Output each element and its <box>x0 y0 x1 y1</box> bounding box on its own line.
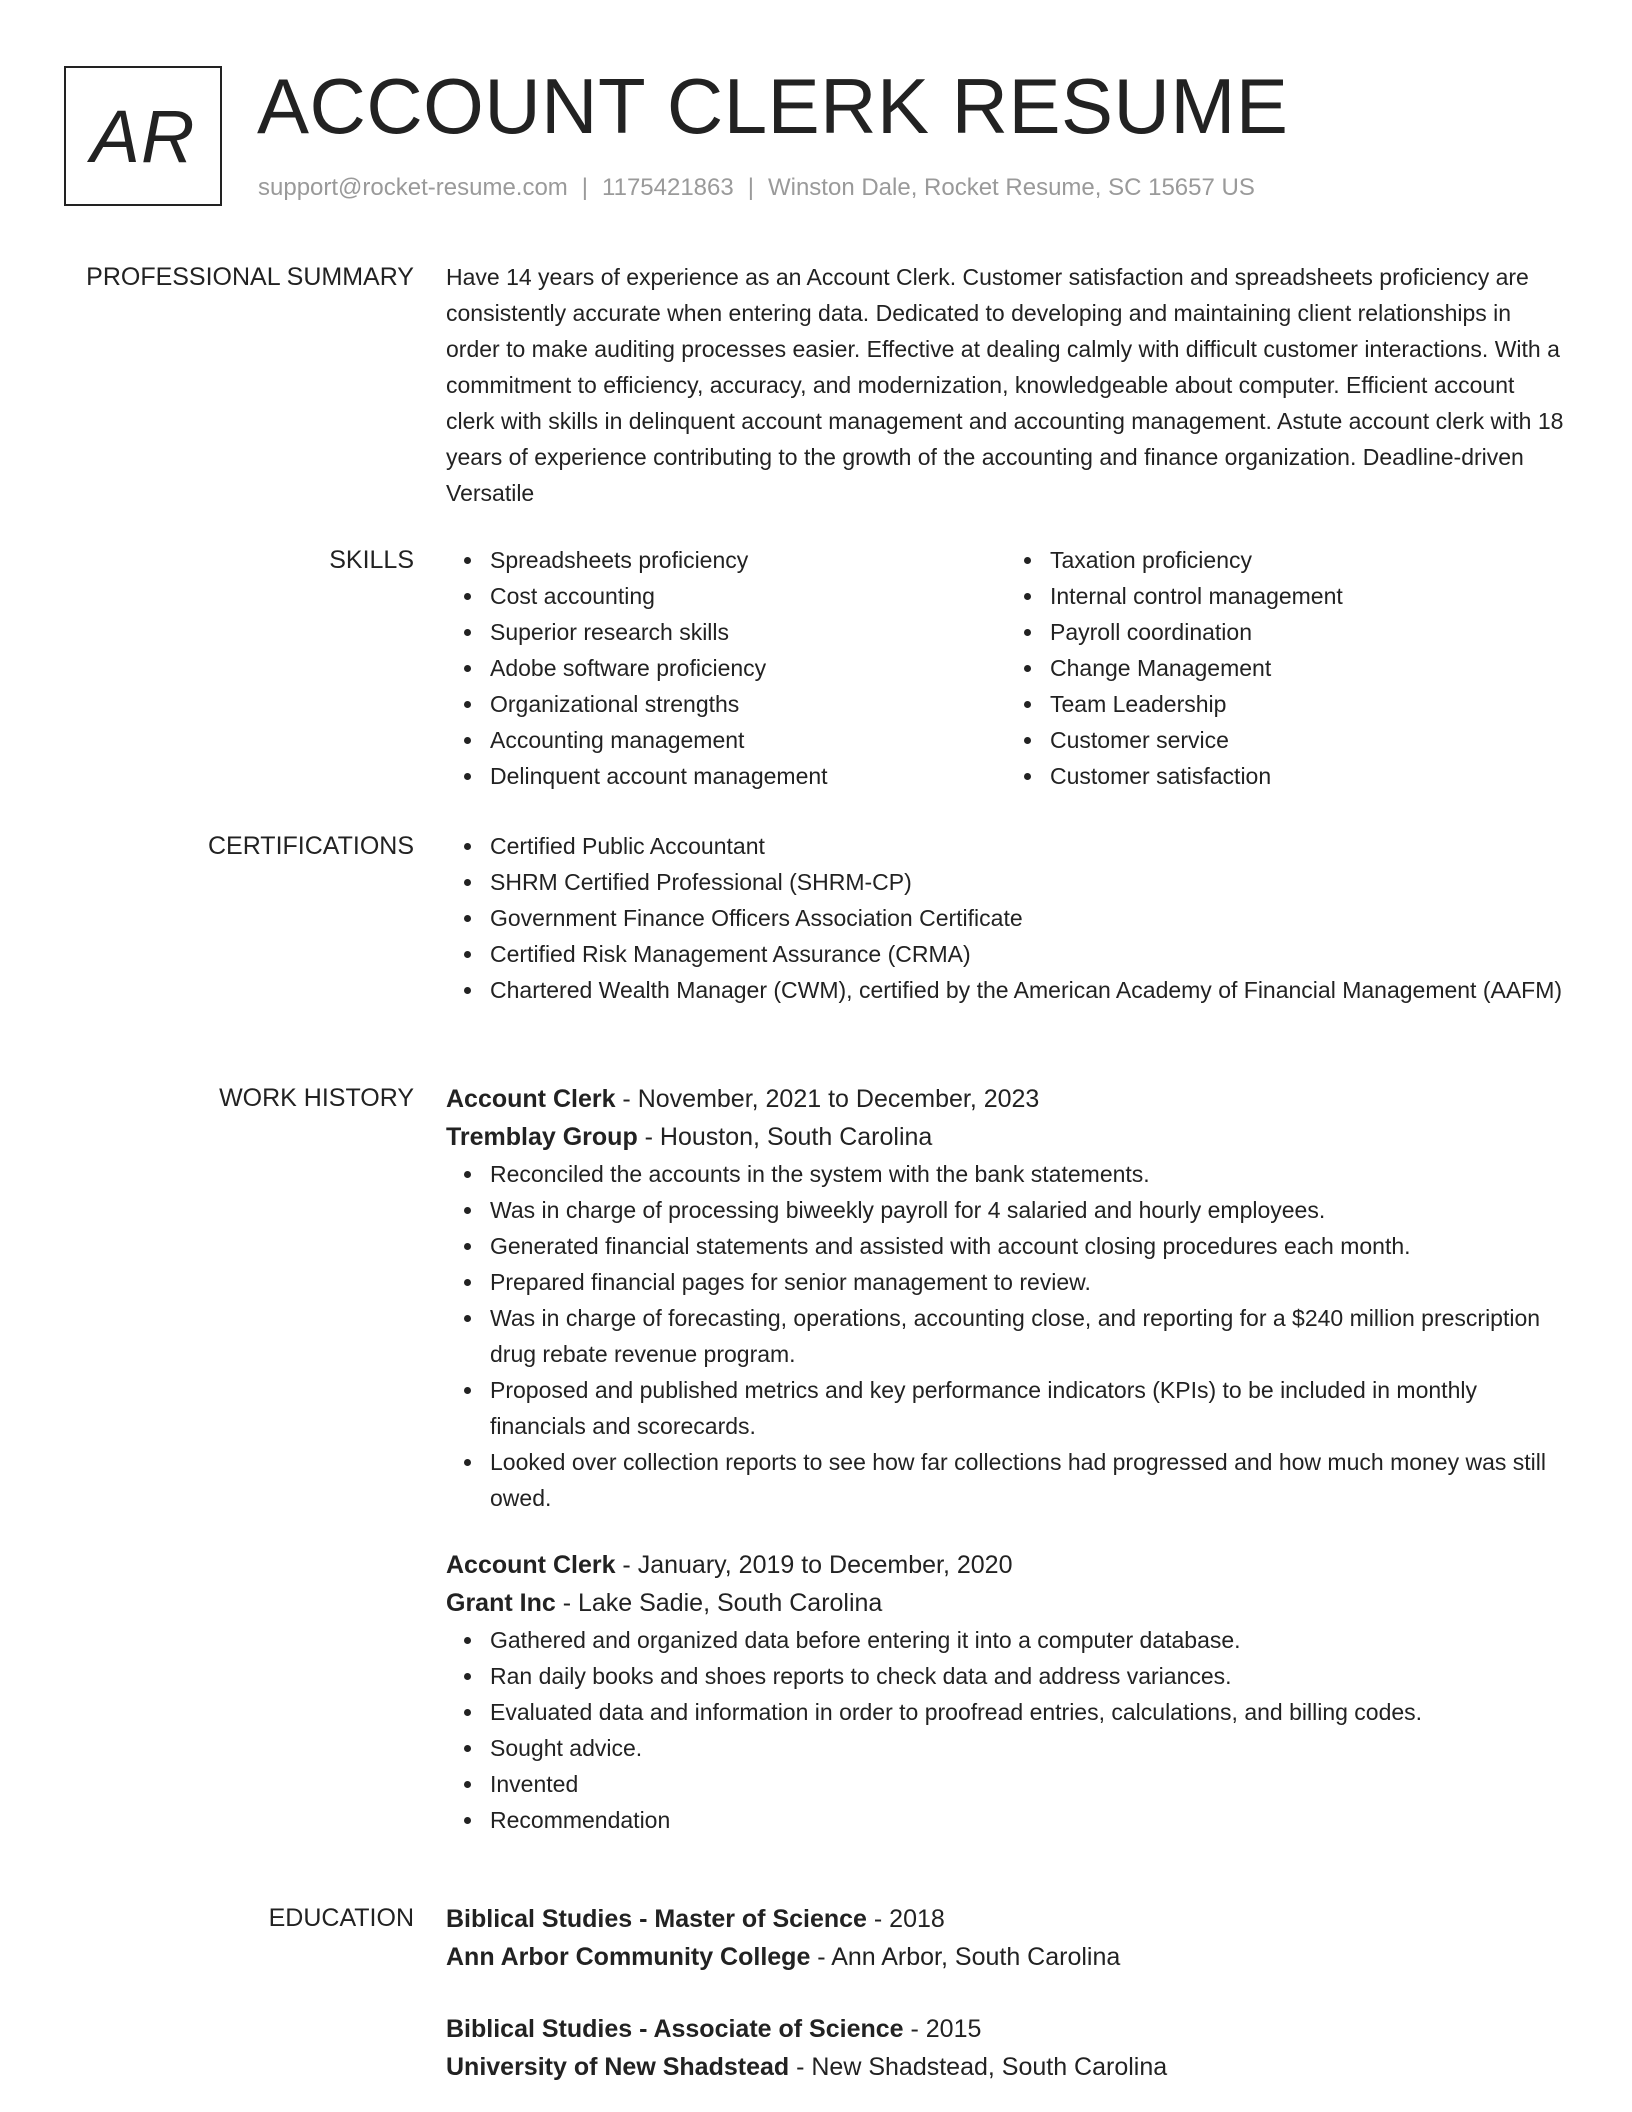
school-line <box>446 1938 1566 1976</box>
job-entry <box>446 1080 1566 1516</box>
skill-item: Team Leadership <box>1050 686 1566 722</box>
skill-item: Adobe software proficiency <box>490 650 1006 686</box>
skill-item: Customer satisfaction <box>1050 758 1566 794</box>
degree-line <box>446 2010 1566 2048</box>
certification-item: Chartered Wealth Manager (CWM), certified by the American Academy of Financial Management (AAFM) <box>490 972 1566 1008</box>
job-company: Grant Inc <box>446 1589 556 1617</box>
skill-item: Superior research skills <box>490 614 1006 650</box>
resume-header <box>64 62 1564 216</box>
resume-title: ACCOUNT CLERK RESUME <box>257 62 1289 150</box>
job-duty-item: Recommendation <box>490 1802 1566 1838</box>
certification-item: Certified Public Accountant <box>490 828 1566 864</box>
degree-line <box>446 1900 1566 1938</box>
job-duty-item: Sought advice. <box>490 1730 1566 1766</box>
skill-item: Spreadsheets proficiency <box>490 542 1006 578</box>
contact-address: Winston Dale, Rocket Resume, SC 15657 US <box>767 174 1255 201</box>
job-title: Account Clerk <box>446 1551 616 1579</box>
skill-item: Change Management <box>1050 650 1566 686</box>
job-location: - Lake Sadie, South Carolina <box>555 1589 883 1617</box>
degree-year: - 2015 <box>903 2015 982 2043</box>
skill-item: Accounting management <box>490 722 1006 758</box>
contact-separator: | <box>747 174 754 201</box>
degree: Biblical Studies - Master of Science <box>446 1905 867 1933</box>
job-company-line <box>446 1584 1566 1622</box>
contact-separator: | <box>581 174 589 201</box>
job-duty-item: Evaluated data and information in order to proofread entries, calculations, and billing codes. <box>490 1694 1566 1730</box>
job-dates: - November, 2021 to December, 2023 <box>615 1085 1040 1113</box>
school: University of New Shadstead <box>446 2053 790 2081</box>
job-location: - Houston, South Carolina <box>637 1123 933 1151</box>
job-duty-item: Gathered and organized data before entering it into a computer database. <box>490 1622 1566 1658</box>
job-dates: - January, 2019 to December, 2020 <box>615 1551 1013 1579</box>
degree-year: - 2018 <box>866 1905 945 1933</box>
job-entry <box>446 1546 1566 1838</box>
summary-heading: PROFESSIONAL SUMMARY <box>86 263 414 291</box>
job-company: Tremblay Group <box>446 1123 638 1151</box>
school: Ann Arbor Community College <box>446 1943 811 1971</box>
certification-item: Certified Risk Management Assurance (CRMA) <box>490 936 1566 972</box>
skill-item: Internal control management <box>1050 578 1566 614</box>
summary-text: Have 14 years of experience as an Account Clerk. Customer satisfaction and spreadsheets proficiency are consistently accurate when entering data. Dedicated to developing and maintaining client relationships in order to make auditing processes easier. Effective at dealing calmly with difficult customer interactions. With a commitment to efficiency, accuracy, and modernization, knowledgeable about computer. Efficient account clerk with skills in delinquent account management and accounting management. Astute account clerk with 18 years of experience contributing to the growth of the accounting and finance organization. Deadline-driven Versatile <box>446 264 1564 506</box>
skill-item: Organizational strengths <box>490 686 1006 722</box>
skills-grid <box>446 542 1566 794</box>
job-duties-list <box>446 1622 1566 1838</box>
job-duty-item: Prepared financial pages for senior management to review. <box>490 1264 1566 1300</box>
skill-item: Payroll coordination <box>1050 614 1566 650</box>
skills-heading: SKILLS <box>329 546 414 574</box>
education-heading: EDUCATION <box>268 1904 414 1932</box>
work-history-heading: WORK HISTORY <box>219 1084 414 1112</box>
school-location: - Ann Arbor, South Carolina <box>810 1943 1121 1971</box>
skill-item: Delinquent account management <box>490 758 1006 794</box>
job-duty-item: Looked over collection reports to see how far collections had progressed and how much money was still owed. <box>490 1444 1566 1516</box>
job-duty-item: Generated financial statements and assisted with account closing procedures each month. <box>490 1228 1566 1264</box>
job-duty-item: Invented <box>490 1766 1566 1802</box>
monogram-logo: AR <box>64 66 222 206</box>
certifications-list <box>446 828 1566 1008</box>
skills-list-right <box>1006 542 1566 794</box>
certification-item: Government Finance Officers Association Certificate <box>490 900 1566 936</box>
school-line <box>446 2048 1566 2086</box>
job-duties-list <box>446 1156 1566 1516</box>
job-duty-item: Ran daily books and shoes reports to check data and address variances. <box>490 1658 1566 1694</box>
skills-list-left <box>446 542 1006 794</box>
contact-email[interactable]: support@rocket-resume.com <box>258 174 568 201</box>
job-duty-item: Reconciled the accounts in the system with the bank statements. <box>490 1156 1566 1192</box>
contact-line <box>258 174 1255 202</box>
job-title-line <box>446 1546 1566 1584</box>
school-location: - New Shadstead, South Carolina <box>789 2053 1168 2081</box>
education-entry <box>446 1900 1566 1976</box>
degree: Biblical Studies - Associate of Science <box>446 2015 904 2043</box>
skill-item: Customer service <box>1050 722 1566 758</box>
certification-item: SHRM Certified Professional (SHRM-CP) <box>490 864 1566 900</box>
job-title: Account Clerk <box>446 1085 616 1113</box>
job-title-line <box>446 1080 1566 1118</box>
job-duty-item: Was in charge of forecasting, operations, accounting close, and reporting for a $240 million prescription drug rebate revenue program. <box>490 1300 1566 1372</box>
skill-item: Taxation proficiency <box>1050 542 1566 578</box>
job-duty-item: Was in charge of processing biweekly payroll for 4 salaried and hourly employees. <box>490 1192 1566 1228</box>
job-duty-item: Proposed and published metrics and key performance indicators (KPIs) to be included in monthly financials and scorecards. <box>490 1372 1566 1444</box>
education-entry <box>446 2010 1566 2086</box>
job-company-line <box>446 1118 1566 1156</box>
contact-phone[interactable]: 1175421863 <box>602 174 734 201</box>
certifications-heading: CERTIFICATIONS <box>207 832 414 860</box>
skill-item: Cost accounting <box>490 578 1006 614</box>
